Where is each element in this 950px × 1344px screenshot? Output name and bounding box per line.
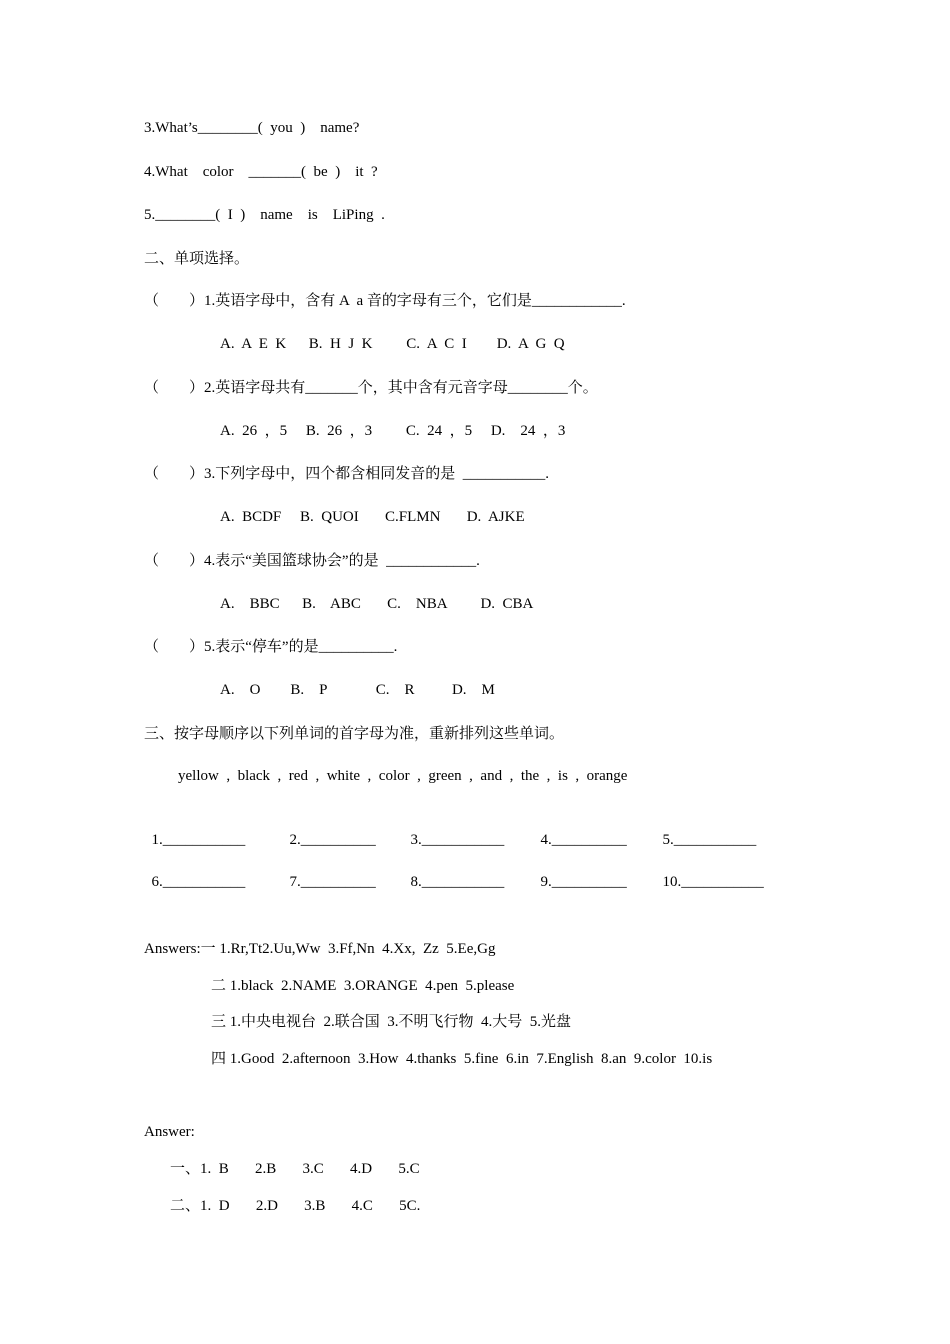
question-stem-2: （ ）2.英语字母共有_______个，其中含有元音字母________个。 — [144, 380, 598, 396]
question-stem-3: （ ）3.下列字母中，四个都含相同发音的是 ___________. — [144, 466, 550, 482]
section2-heading: 二、单项选择。 — [144, 251, 250, 267]
blank-5: 5.___________ — [662, 832, 757, 848]
fill-in-item-5: 5.________( I ) name is LiPing . — [144, 207, 385, 223]
answers-line-2: 二 1.black 2.NAME 3.ORANGE 4.pen 5.please — [211, 978, 515, 994]
blank-7: 7.__________ — [289, 874, 376, 890]
fill-in-item-4: 4.What color _______( be ) it ? — [144, 164, 378, 180]
blank-4: 4.__________ — [540, 832, 627, 848]
blank-6: 6.___________ — [151, 874, 246, 890]
question-stem-4: （ ）4.表示“美国篮球协会”的是 ____________. — [144, 553, 480, 569]
answer-title: Answer: — [144, 1124, 195, 1140]
fill-in-item-3: 3.What’s________( you ) name? — [144, 120, 360, 136]
question-options-3: A. BCDF B. QUOI C.FLMN D. AJKE — [220, 509, 525, 525]
answer-line-2: 二、1. D 2.D 3.B 4.C 5C. — [170, 1198, 421, 1214]
answer-line-1: 一、1. B 2.B 3.C 4.D 5.C — [170, 1161, 420, 1177]
blank-9: 9.__________ — [540, 874, 627, 890]
blank-8: 8.___________ — [410, 874, 505, 890]
section3-word-list: yellow , black , red , white , color , green , and , the , is , orange — [178, 768, 628, 784]
blank-3: 3.___________ — [410, 832, 505, 848]
blank-row-2 — [144, 852, 764, 892]
section3-heading: 三、按字母顺序以下列单词的首字母为准，重新排列这些单词。 — [144, 726, 565, 742]
question-stem-5: （ ）5.表示“停车”的是__________. — [144, 639, 398, 655]
blank-10: 10.___________ — [662, 874, 764, 890]
blank-1: 1.___________ — [151, 832, 246, 848]
blank-row-1 — [144, 810, 756, 850]
question-options-2: A. 26 ，5 B. 26 ，3 C. 24 ，5 D. 24 ，3 — [220, 423, 566, 439]
question-stem-1: （ ）1.英语字母中，含有 A a 音的字母有三个，它们是____________. — [144, 293, 626, 309]
answers-line-1: Answers:一 1.Rr,Tt2.Uu,Ww 3.Ff,Nn 4.Xx, Zz 5.Ee,Gg — [144, 941, 496, 957]
blank-2: 2.__________ — [289, 832, 376, 848]
question-options-1: A. A E K B. H J K C. A C I D. A G Q — [220, 336, 565, 352]
answers-line-4: 四 1.Good 2.afternoon 3.How 4.thanks 5.fine 6.in 7.English 8.an 9.color 10.is — [211, 1051, 713, 1067]
question-options-4: A. BBC B. ABC C. NBA D. CBA — [220, 596, 534, 612]
question-options-5: A. O B. P C. R D. M — [220, 682, 495, 698]
answers-line-3: 三 1.中央电视台 2.联合国 3.不明飞行物 4.大号 5.光盘 — [211, 1014, 572, 1030]
